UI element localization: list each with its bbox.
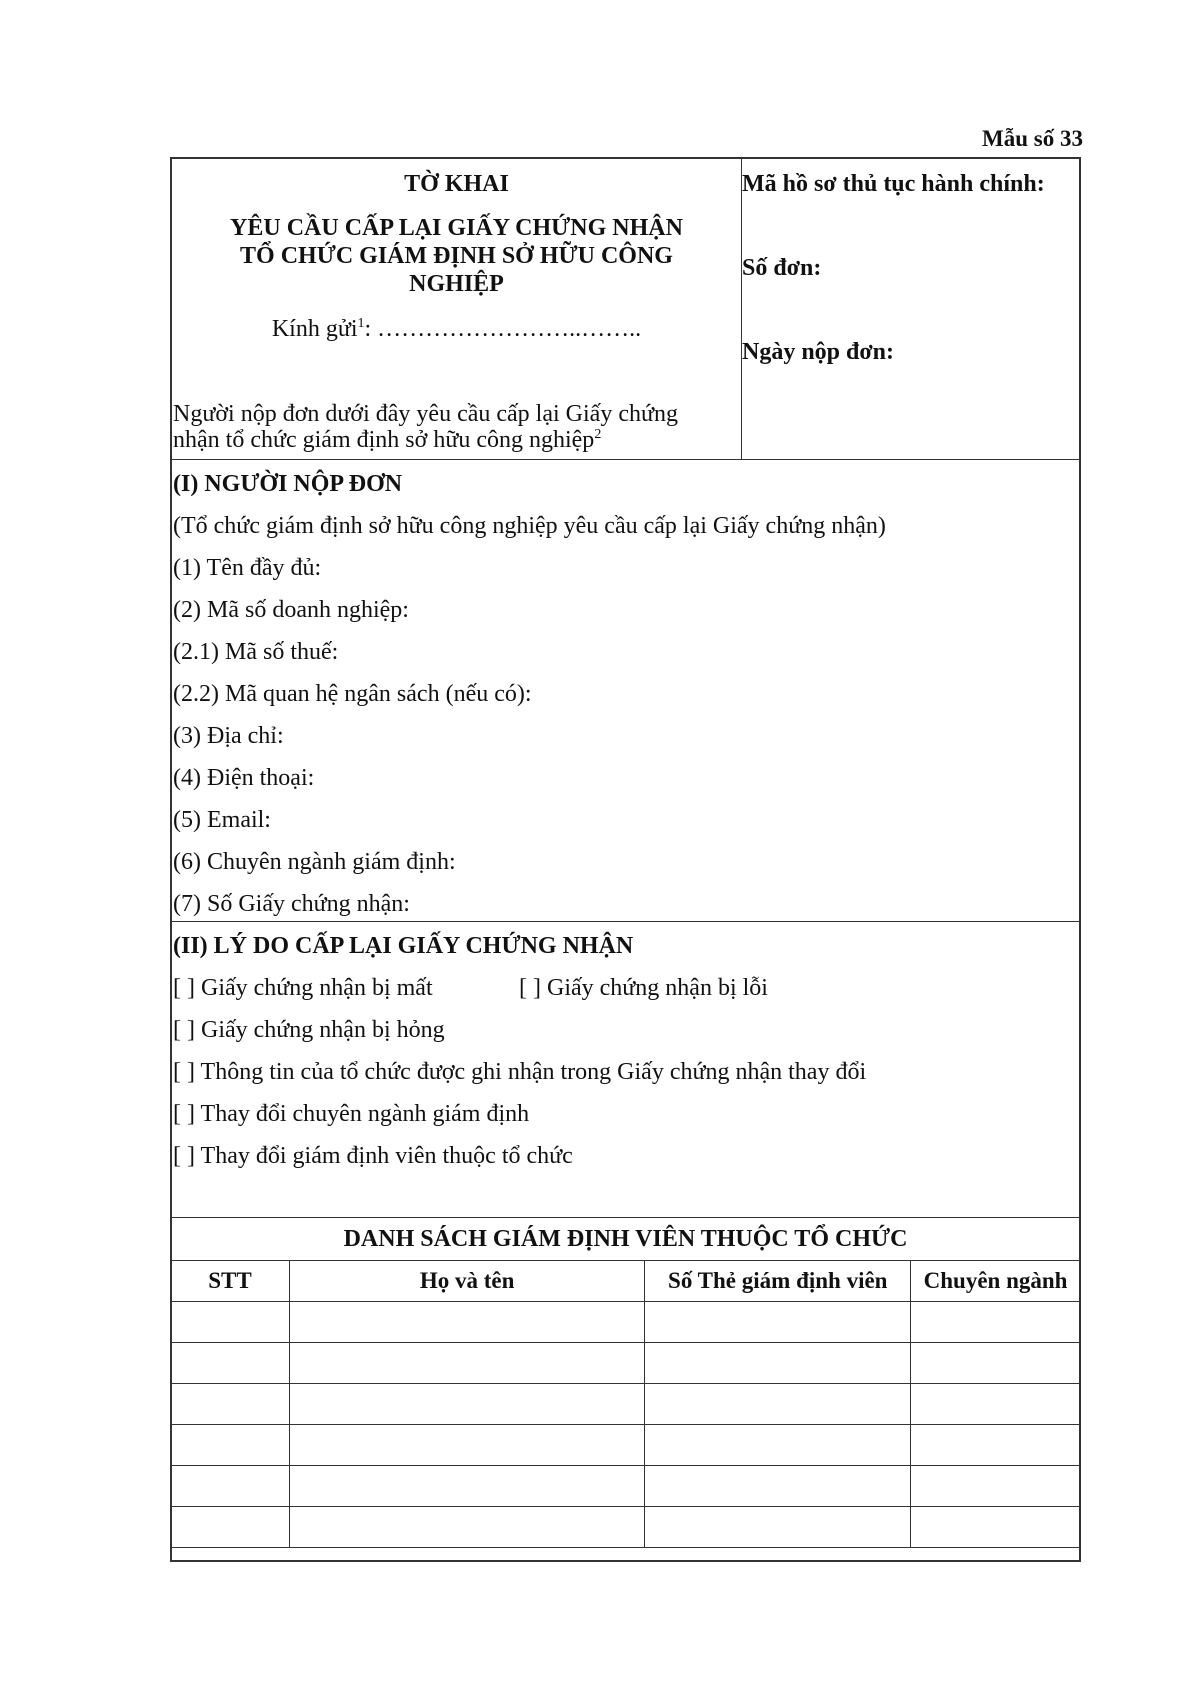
table-header-row [171,1261,1081,1302]
header-right [741,159,1079,459]
cell-name[interactable] [289,1343,645,1384]
field-phone: (4) Điện thoại: [173,765,315,791]
table-row [171,1343,1081,1384]
table-row [171,1302,1081,1343]
application-number-label: Số đơn: [742,255,822,281]
application-form [170,157,1081,1562]
cell-card-number[interactable] [645,1507,911,1548]
subtitle-line-3: NGHIỆP [409,271,504,297]
cell-no[interactable] [171,1302,290,1343]
cell-card-number[interactable] [645,1384,911,1425]
field-specialty: (6) Chuyên ngành giám định: [173,849,456,875]
option-certificate-error[interactable]: [ ] Giấy chứng nhận bị lỗi [519,975,768,1001]
field-full-name: (1) Tên đầy đủ: [173,555,322,581]
cell-no[interactable] [171,1507,290,1548]
cell-specialty[interactable] [911,1507,1081,1548]
cell-specialty[interactable] [911,1343,1081,1384]
addressee-label: Kính gửi [271,316,358,342]
addressee-value: : ……………………..…….. [364,316,642,342]
cell-no[interactable] [171,1425,290,1466]
option-certificate-lost[interactable]: [ ] Giấy chứng nhận bị mất [173,975,433,1001]
form-code: Mẫu số 33 [982,126,1083,151]
col-header-no: STT [171,1261,290,1302]
option-inspectors-changed[interactable]: [ ] Thay đổi giám định viên thuộc tổ chức [173,1143,573,1169]
cell-name[interactable] [289,1302,645,1343]
intro-text [173,401,678,453]
cell-no[interactable] [171,1384,290,1425]
section-1-note: (Tổ chức giám định sở hữu công nghiệp yêu cầu cấp lại Giấy chứng nhận) [173,513,886,539]
option-specialty-changed[interactable]: [ ] Thay đổi chuyên ngành giám định [173,1101,530,1127]
header-left [172,159,742,459]
dossier-code-label: Mã hồ sơ thủ tục hành chính: [742,171,1045,197]
cell-specialty[interactable] [911,1302,1081,1343]
col-header-specialty: Chuyên ngành [911,1261,1081,1302]
section-reason [172,921,1079,1217]
form-title: TỜ KHAI [404,171,509,197]
cell-name[interactable] [289,1384,645,1425]
table-row [171,1466,1081,1507]
cell-specialty[interactable] [911,1466,1081,1507]
table-row [171,1384,1081,1425]
cell-name[interactable] [289,1466,645,1507]
inspector-table-title: DANH SÁCH GIÁM ĐỊNH VIÊN THUỘC TỔ CHỨC [171,1218,1081,1261]
cell-card-number[interactable] [645,1466,911,1507]
table-row [171,1507,1081,1548]
cell-specialty[interactable] [911,1425,1081,1466]
intro-line-2: nhận tổ chức giám định sở hữu công nghiệp$^2$ [173,427,602,453]
section-applicant [172,459,1079,922]
section-2-heading: (II) LÝ DO CẤP LẠI GIẤY CHỨNG NHẬN [173,933,634,959]
form-header [172,159,1079,460]
table-title-row [171,1218,1081,1261]
cell-no[interactable] [171,1466,290,1507]
col-header-name: Họ và tên [289,1261,645,1302]
filing-date-label: Ngày nộp đơn: [742,339,895,365]
table-row [171,1425,1081,1466]
intro-line-1: Người nộp đơn dưới đây yêu cầu cấp lại Giấy chứng [173,401,678,427]
subtitle-line-1: YÊU CẦU CẤP LẠI GIẤY CHỨNG NHẬN [230,215,683,241]
section-1-heading: (I) NGƯỜI NỘP ĐƠN [173,471,403,497]
footnote-1: 1 [357,316,365,331]
field-email: (5) Email: [173,807,271,833]
field-enterprise-code: (2) Mã số doanh nghiệp: [173,597,409,623]
cell-card-number[interactable] [645,1302,911,1343]
option-certificate-damaged[interactable]: [ ] Giấy chứng nhận bị hỏng [173,1017,445,1043]
col-header-card-number: Số Thẻ giám định viên [645,1261,911,1302]
addressee-line [172,316,741,343]
field-budget-code: (2.2) Mã quan hệ ngân sách (nếu có): [173,681,532,707]
cell-name[interactable] [289,1425,645,1466]
cell-card-number[interactable] [645,1343,911,1384]
field-address: (3) Địa chỉ: [173,723,284,749]
form-subtitle [172,214,741,298]
option-info-changed[interactable]: [ ] Thông tin của tổ chức được ghi nhận trong Giấy chứng nhận thay đổi [173,1059,867,1085]
footnote-2: 2 [594,427,602,442]
field-certificate-number: (7) Số Giấy chứng nhận: [173,891,410,917]
cell-name[interactable] [289,1507,645,1548]
cell-no[interactable] [171,1343,290,1384]
inspector-list-table [170,1217,1081,1548]
field-tax-code: (2.1) Mã số thuế: [173,639,339,665]
cell-card-number[interactable] [645,1425,911,1466]
cell-specialty[interactable] [911,1384,1081,1425]
subtitle-line-2: TỔ CHỨC GIÁM ĐỊNH SỞ HỮU CÔNG [240,243,673,269]
